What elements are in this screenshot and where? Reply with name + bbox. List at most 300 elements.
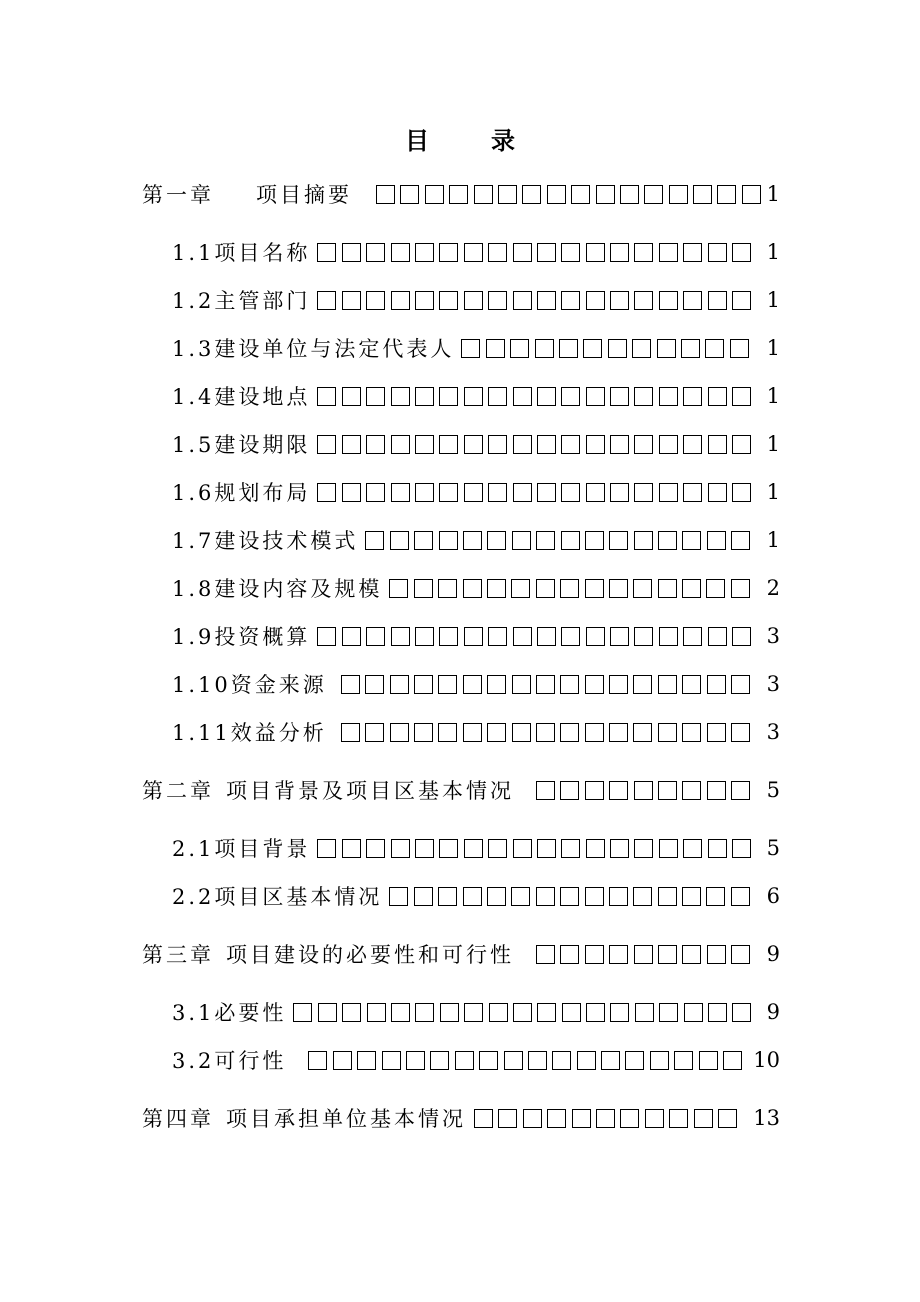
- leader-box: [658, 675, 677, 694]
- leader-box: [562, 1003, 581, 1022]
- leader-box: [742, 185, 761, 204]
- leader-box: [366, 435, 385, 454]
- leader-box: [440, 1003, 459, 1022]
- leader-box: [415, 387, 434, 406]
- leader-box: [732, 627, 751, 646]
- leader-box: [511, 579, 530, 598]
- leader-box: [684, 1003, 703, 1022]
- leader-box: [577, 1051, 596, 1070]
- leader-box: [608, 339, 627, 358]
- leader-box: [366, 243, 385, 262]
- leader-box: [391, 1003, 410, 1022]
- leader-box: [596, 1109, 615, 1128]
- leader-box: [391, 387, 410, 406]
- leader-box: [438, 723, 457, 742]
- leader-box: [537, 1003, 556, 1022]
- leader-box: [438, 675, 457, 694]
- section-title: 3.2可行性: [172, 1049, 287, 1073]
- leader-box: [561, 243, 580, 262]
- leader-dots: [310, 284, 766, 316]
- leader-box: [585, 781, 604, 800]
- page-number: 9: [766, 1000, 780, 1024]
- page-number: 1: [766, 528, 780, 552]
- leader-box: [536, 675, 555, 694]
- leader-box: [357, 1051, 376, 1070]
- page-number: 9: [766, 942, 780, 966]
- chapter-title: 项目建设的必要性和可行性: [226, 943, 514, 967]
- leader-box: [474, 185, 493, 204]
- leader-box: [585, 887, 604, 906]
- leader-box: [463, 887, 482, 906]
- leader-box: [342, 1003, 361, 1022]
- toc-entry-chapter-2[interactable]: [142, 774, 780, 806]
- leader-box: [561, 627, 580, 646]
- leader-box: [635, 1003, 654, 1022]
- leader-box: [439, 839, 458, 858]
- leader-dots: [327, 716, 767, 748]
- leader-box: [561, 435, 580, 454]
- leader-box: [707, 781, 726, 800]
- leader-box: [586, 243, 605, 262]
- leader-box: [609, 945, 628, 964]
- chapter-title: 项目承担单位基本情况: [226, 1107, 466, 1131]
- leader-box: [560, 945, 579, 964]
- leader-box: [609, 675, 628, 694]
- leader-box: [585, 723, 604, 742]
- leader-dots: [310, 236, 766, 268]
- leader-box: [683, 291, 702, 310]
- leader-box: [609, 579, 628, 598]
- section-title: 3.1必要性: [172, 1001, 287, 1025]
- leader-box: [658, 531, 677, 550]
- leader-box: [341, 675, 360, 694]
- leader-box: [488, 483, 507, 502]
- leader-box: [438, 887, 457, 906]
- leader-box: [390, 675, 409, 694]
- leader-box: [317, 839, 336, 858]
- leader-box: [513, 243, 532, 262]
- page-number: 5: [766, 778, 780, 802]
- leader-box: [586, 387, 605, 406]
- leader-box: [682, 579, 701, 598]
- leader-box: [415, 627, 434, 646]
- leader-box: [669, 1109, 688, 1128]
- leader-box: [367, 1003, 386, 1022]
- leader-box: [717, 185, 736, 204]
- leader-box: [535, 339, 554, 358]
- chapter-number: 第四章: [142, 1107, 214, 1131]
- leader-box: [537, 435, 556, 454]
- leader-box: [439, 243, 458, 262]
- leader-box: [633, 887, 652, 906]
- leader-box: [682, 781, 701, 800]
- leader-box: [682, 675, 701, 694]
- leader-box: [620, 185, 639, 204]
- leader-box: [464, 1003, 483, 1022]
- leader-box: [425, 185, 444, 204]
- section-title: 2.1项目背景: [172, 837, 311, 861]
- leader-box: [682, 531, 701, 550]
- toc-entry-1-1[interactable]: [172, 236, 780, 268]
- leader-box: [439, 435, 458, 454]
- leader-box: [732, 435, 751, 454]
- leader-box: [537, 483, 556, 502]
- toc-entry-1-10[interactable]: [172, 668, 780, 700]
- leader-box: [731, 723, 750, 742]
- toc-entry-1-3[interactable]: [172, 332, 780, 364]
- leader-box: [561, 839, 580, 858]
- leader-box: [293, 1003, 312, 1022]
- leader-box: [513, 1003, 532, 1022]
- leader-box: [610, 243, 629, 262]
- leader-box: [365, 531, 384, 550]
- leader-box: [341, 723, 360, 742]
- leader-box: [414, 887, 433, 906]
- toc-title-char-1: 目: [405, 126, 491, 155]
- page-number: 1: [766, 432, 780, 456]
- leader-box: [731, 945, 750, 964]
- leader-box: [633, 579, 652, 598]
- leader-box: [632, 339, 651, 358]
- leader-box: [731, 887, 750, 906]
- toc-entry-3-2[interactable]: [172, 1044, 780, 1076]
- leader-box: [706, 887, 725, 906]
- leader-box: [464, 291, 483, 310]
- page-number: 6: [766, 884, 780, 908]
- leader-box: [464, 839, 483, 858]
- leader-box: [512, 675, 531, 694]
- leader-box: [585, 531, 604, 550]
- toc-entry-1-2[interactable]: [172, 284, 780, 316]
- leader-box: [391, 291, 410, 310]
- leader-box: [732, 1003, 751, 1022]
- leader-box: [366, 291, 385, 310]
- section-title: 1.11效益分析: [172, 721, 327, 745]
- leader-box: [391, 627, 410, 646]
- leader-box: [634, 387, 653, 406]
- leader-box: [366, 627, 385, 646]
- leader-box: [585, 675, 604, 694]
- leader-box: [455, 1051, 474, 1070]
- leader-box: [586, 839, 605, 858]
- leader-box: [486, 339, 505, 358]
- leader-box: [659, 1003, 678, 1022]
- leader-box: [731, 579, 750, 598]
- leader-dots: [358, 524, 766, 556]
- toc-entry-3-1[interactable]: [172, 996, 780, 1028]
- toc-entry-2-2[interactable]: [172, 880, 780, 912]
- leader-box: [705, 339, 724, 358]
- leader-box: [659, 839, 678, 858]
- leader-box: [511, 887, 530, 906]
- toc-entry-1-9[interactable]: [172, 620, 780, 652]
- leader-box: [415, 291, 434, 310]
- section-title: 1.5建设期限: [172, 433, 311, 457]
- leader-box: [308, 1051, 327, 1070]
- leader-box: [634, 627, 653, 646]
- leader-box: [382, 1051, 401, 1070]
- toc-entry-chapter-4[interactable]: [142, 1102, 780, 1134]
- leader-box: [609, 781, 628, 800]
- leader-box: [488, 435, 507, 454]
- leader-box: [732, 243, 751, 262]
- leader-box: [586, 627, 605, 646]
- chapter-number: 第一章: [142, 183, 214, 207]
- page-number: 1: [766, 336, 780, 360]
- toc-entry-1-8[interactable]: [172, 572, 780, 604]
- leader-dots: [454, 332, 766, 364]
- leader-box: [561, 531, 580, 550]
- leader-box: [559, 339, 578, 358]
- leader-box: [464, 435, 483, 454]
- leader-box: [333, 1051, 352, 1070]
- leader-box: [625, 1051, 644, 1070]
- leader-box: [510, 339, 529, 358]
- toc-entry-1-11[interactable]: [172, 716, 780, 748]
- leader-box: [342, 291, 361, 310]
- leader-box: [731, 531, 750, 550]
- leader-box: [572, 1109, 591, 1128]
- section-title: 1.8建设内容及规模: [172, 577, 383, 601]
- leader-box: [586, 483, 605, 502]
- leader-box: [586, 435, 605, 454]
- leader-box: [683, 387, 702, 406]
- leader-box: [391, 839, 410, 858]
- leader-box: [683, 435, 702, 454]
- leader-box: [366, 483, 385, 502]
- leader-box: [415, 483, 434, 502]
- toc-title: [0, 124, 920, 158]
- leader-box: [732, 483, 751, 502]
- leader-box: [513, 839, 532, 858]
- leader-box: [708, 435, 727, 454]
- leader-box: [414, 531, 433, 550]
- leader-box: [487, 887, 506, 906]
- toc-entry-1-4[interactable]: [172, 380, 780, 412]
- leader-box: [552, 1051, 571, 1070]
- leader-box: [464, 483, 483, 502]
- leader-box: [731, 675, 750, 694]
- leader-box: [513, 483, 532, 502]
- leader-box: [536, 723, 555, 742]
- section-title: 1.7建设技术模式: [172, 529, 359, 553]
- leader-box: [610, 291, 629, 310]
- leader-box: [730, 339, 749, 358]
- leader-box: [487, 531, 506, 550]
- leader-dots: [466, 1102, 753, 1134]
- leader-box: [732, 291, 751, 310]
- toc-entry-2-1[interactable]: [172, 832, 780, 864]
- leader-box: [620, 1109, 639, 1128]
- leader-box: [390, 723, 409, 742]
- leader-box: [634, 291, 653, 310]
- leader-box: [463, 531, 482, 550]
- page-number: 13: [753, 1106, 780, 1130]
- leader-box: [464, 387, 483, 406]
- leader-box: [610, 387, 629, 406]
- page-number: 1: [766, 240, 780, 264]
- leader-box: [513, 435, 532, 454]
- leader-box: [391, 435, 410, 454]
- leader-box: [523, 1109, 542, 1128]
- leader-box: [682, 945, 701, 964]
- leader-box: [463, 723, 482, 742]
- page-number: 1: [766, 182, 780, 206]
- chapter-number: 第二章: [142, 779, 214, 803]
- leader-box: [658, 579, 677, 598]
- leader-box: [708, 243, 727, 262]
- leader-box: [439, 291, 458, 310]
- page-number: 1: [766, 480, 780, 504]
- leader-box: [317, 627, 336, 646]
- leader-box: [317, 435, 336, 454]
- leader-box: [342, 435, 361, 454]
- leader-box: [657, 339, 676, 358]
- leader-box: [536, 887, 555, 906]
- leader-dots: [310, 832, 766, 864]
- leader-box: [731, 781, 750, 800]
- leader-box: [439, 627, 458, 646]
- leader-box: [522, 185, 541, 204]
- leader-box: [610, 627, 629, 646]
- leader-box: [658, 781, 677, 800]
- leader-box: [512, 723, 531, 742]
- leader-dots: [310, 620, 766, 652]
- leader-box: [683, 483, 702, 502]
- toc-entry-1-6[interactable]: [172, 476, 780, 508]
- leader-dots: [327, 668, 767, 700]
- leader-box: [415, 435, 434, 454]
- leader-box: [537, 243, 556, 262]
- leader-box: [658, 723, 677, 742]
- leader-box: [718, 1109, 737, 1128]
- leader-box: [439, 483, 458, 502]
- leader-box: [658, 945, 677, 964]
- section-title: 1.4建设地点: [172, 385, 311, 409]
- leader-box: [537, 627, 556, 646]
- leader-box: [645, 1109, 664, 1128]
- leader-box: [512, 531, 531, 550]
- leader-box: [683, 839, 702, 858]
- leader-dots: [286, 1044, 753, 1076]
- leader-box: [634, 483, 653, 502]
- toc-title-char-2: 录: [491, 126, 577, 155]
- leader-box: [536, 531, 555, 550]
- leader-box: [414, 675, 433, 694]
- leader-box: [389, 887, 408, 906]
- leader-box: [487, 579, 506, 598]
- leader-dots: [286, 996, 766, 1028]
- leader-box: [708, 291, 727, 310]
- leader-box: [342, 387, 361, 406]
- leader-box: [365, 675, 384, 694]
- leader-box: [610, 1003, 629, 1022]
- toc-entry-chapter-1[interactable]: [142, 178, 780, 210]
- leader-box: [464, 627, 483, 646]
- leader-box: [659, 483, 678, 502]
- leader-box: [488, 387, 507, 406]
- leader-box: [536, 579, 555, 598]
- leader-box: [708, 1003, 727, 1022]
- leader-box: [504, 1051, 523, 1070]
- leader-box: [694, 1109, 713, 1128]
- leader-box: [609, 531, 628, 550]
- leader-box: [488, 243, 507, 262]
- leader-box: [463, 579, 482, 598]
- leader-box: [634, 781, 653, 800]
- leader-box: [463, 675, 482, 694]
- leader-dots: [382, 880, 766, 912]
- leader-box: [537, 387, 556, 406]
- leader-box: [488, 839, 507, 858]
- leader-box: [706, 579, 725, 598]
- leader-box: [596, 185, 615, 204]
- toc-entry-1-5[interactable]: [172, 428, 780, 460]
- leader-box: [585, 945, 604, 964]
- leader-box: [317, 387, 336, 406]
- leader-box: [561, 483, 580, 502]
- leader-box: [634, 531, 653, 550]
- leader-box: [708, 483, 727, 502]
- leader-box: [683, 243, 702, 262]
- leader-box: [633, 723, 652, 742]
- page-number: 10: [753, 1048, 780, 1072]
- leader-box: [391, 243, 410, 262]
- leader-box: [634, 435, 653, 454]
- leader-box: [488, 627, 507, 646]
- leader-box: [406, 1051, 425, 1070]
- leader-box: [342, 243, 361, 262]
- leader-box: [650, 1051, 669, 1070]
- leader-box: [732, 839, 751, 858]
- leader-box: [601, 1051, 620, 1070]
- leader-box: [342, 483, 361, 502]
- leader-box: [561, 387, 580, 406]
- section-title: 1.1项目名称: [172, 241, 311, 265]
- leader-box: [658, 887, 677, 906]
- leader-box: [547, 1109, 566, 1128]
- section-title: 1.3建设单位与法定代表人: [172, 337, 455, 361]
- leader-box: [659, 243, 678, 262]
- leader-box: [723, 1051, 742, 1070]
- chapter-number: 第三章: [142, 943, 214, 967]
- leader-box: [366, 839, 385, 858]
- leader-box: [414, 579, 433, 598]
- leader-box: [610, 435, 629, 454]
- leader-box: [317, 291, 336, 310]
- leader-box: [488, 291, 507, 310]
- leader-box: [415, 1003, 434, 1022]
- section-title: 1.10资金来源: [172, 673, 327, 697]
- leader-dots: [382, 572, 766, 604]
- leader-box: [699, 1051, 718, 1070]
- leader-box: [528, 1051, 547, 1070]
- leader-box: [610, 483, 629, 502]
- toc-entry-chapter-3[interactable]: [142, 938, 780, 970]
- leader-box: [659, 627, 678, 646]
- leader-box: [707, 945, 726, 964]
- leader-box: [536, 945, 555, 964]
- leader-box: [681, 339, 700, 358]
- section-title: 1.2主管部门: [172, 289, 311, 313]
- leader-box: [682, 723, 701, 742]
- leader-box: [707, 675, 726, 694]
- leader-box: [365, 723, 384, 742]
- leader-box: [439, 531, 458, 550]
- leader-box: [707, 531, 726, 550]
- leader-box: [439, 387, 458, 406]
- toc-entry-1-7[interactable]: [172, 524, 780, 556]
